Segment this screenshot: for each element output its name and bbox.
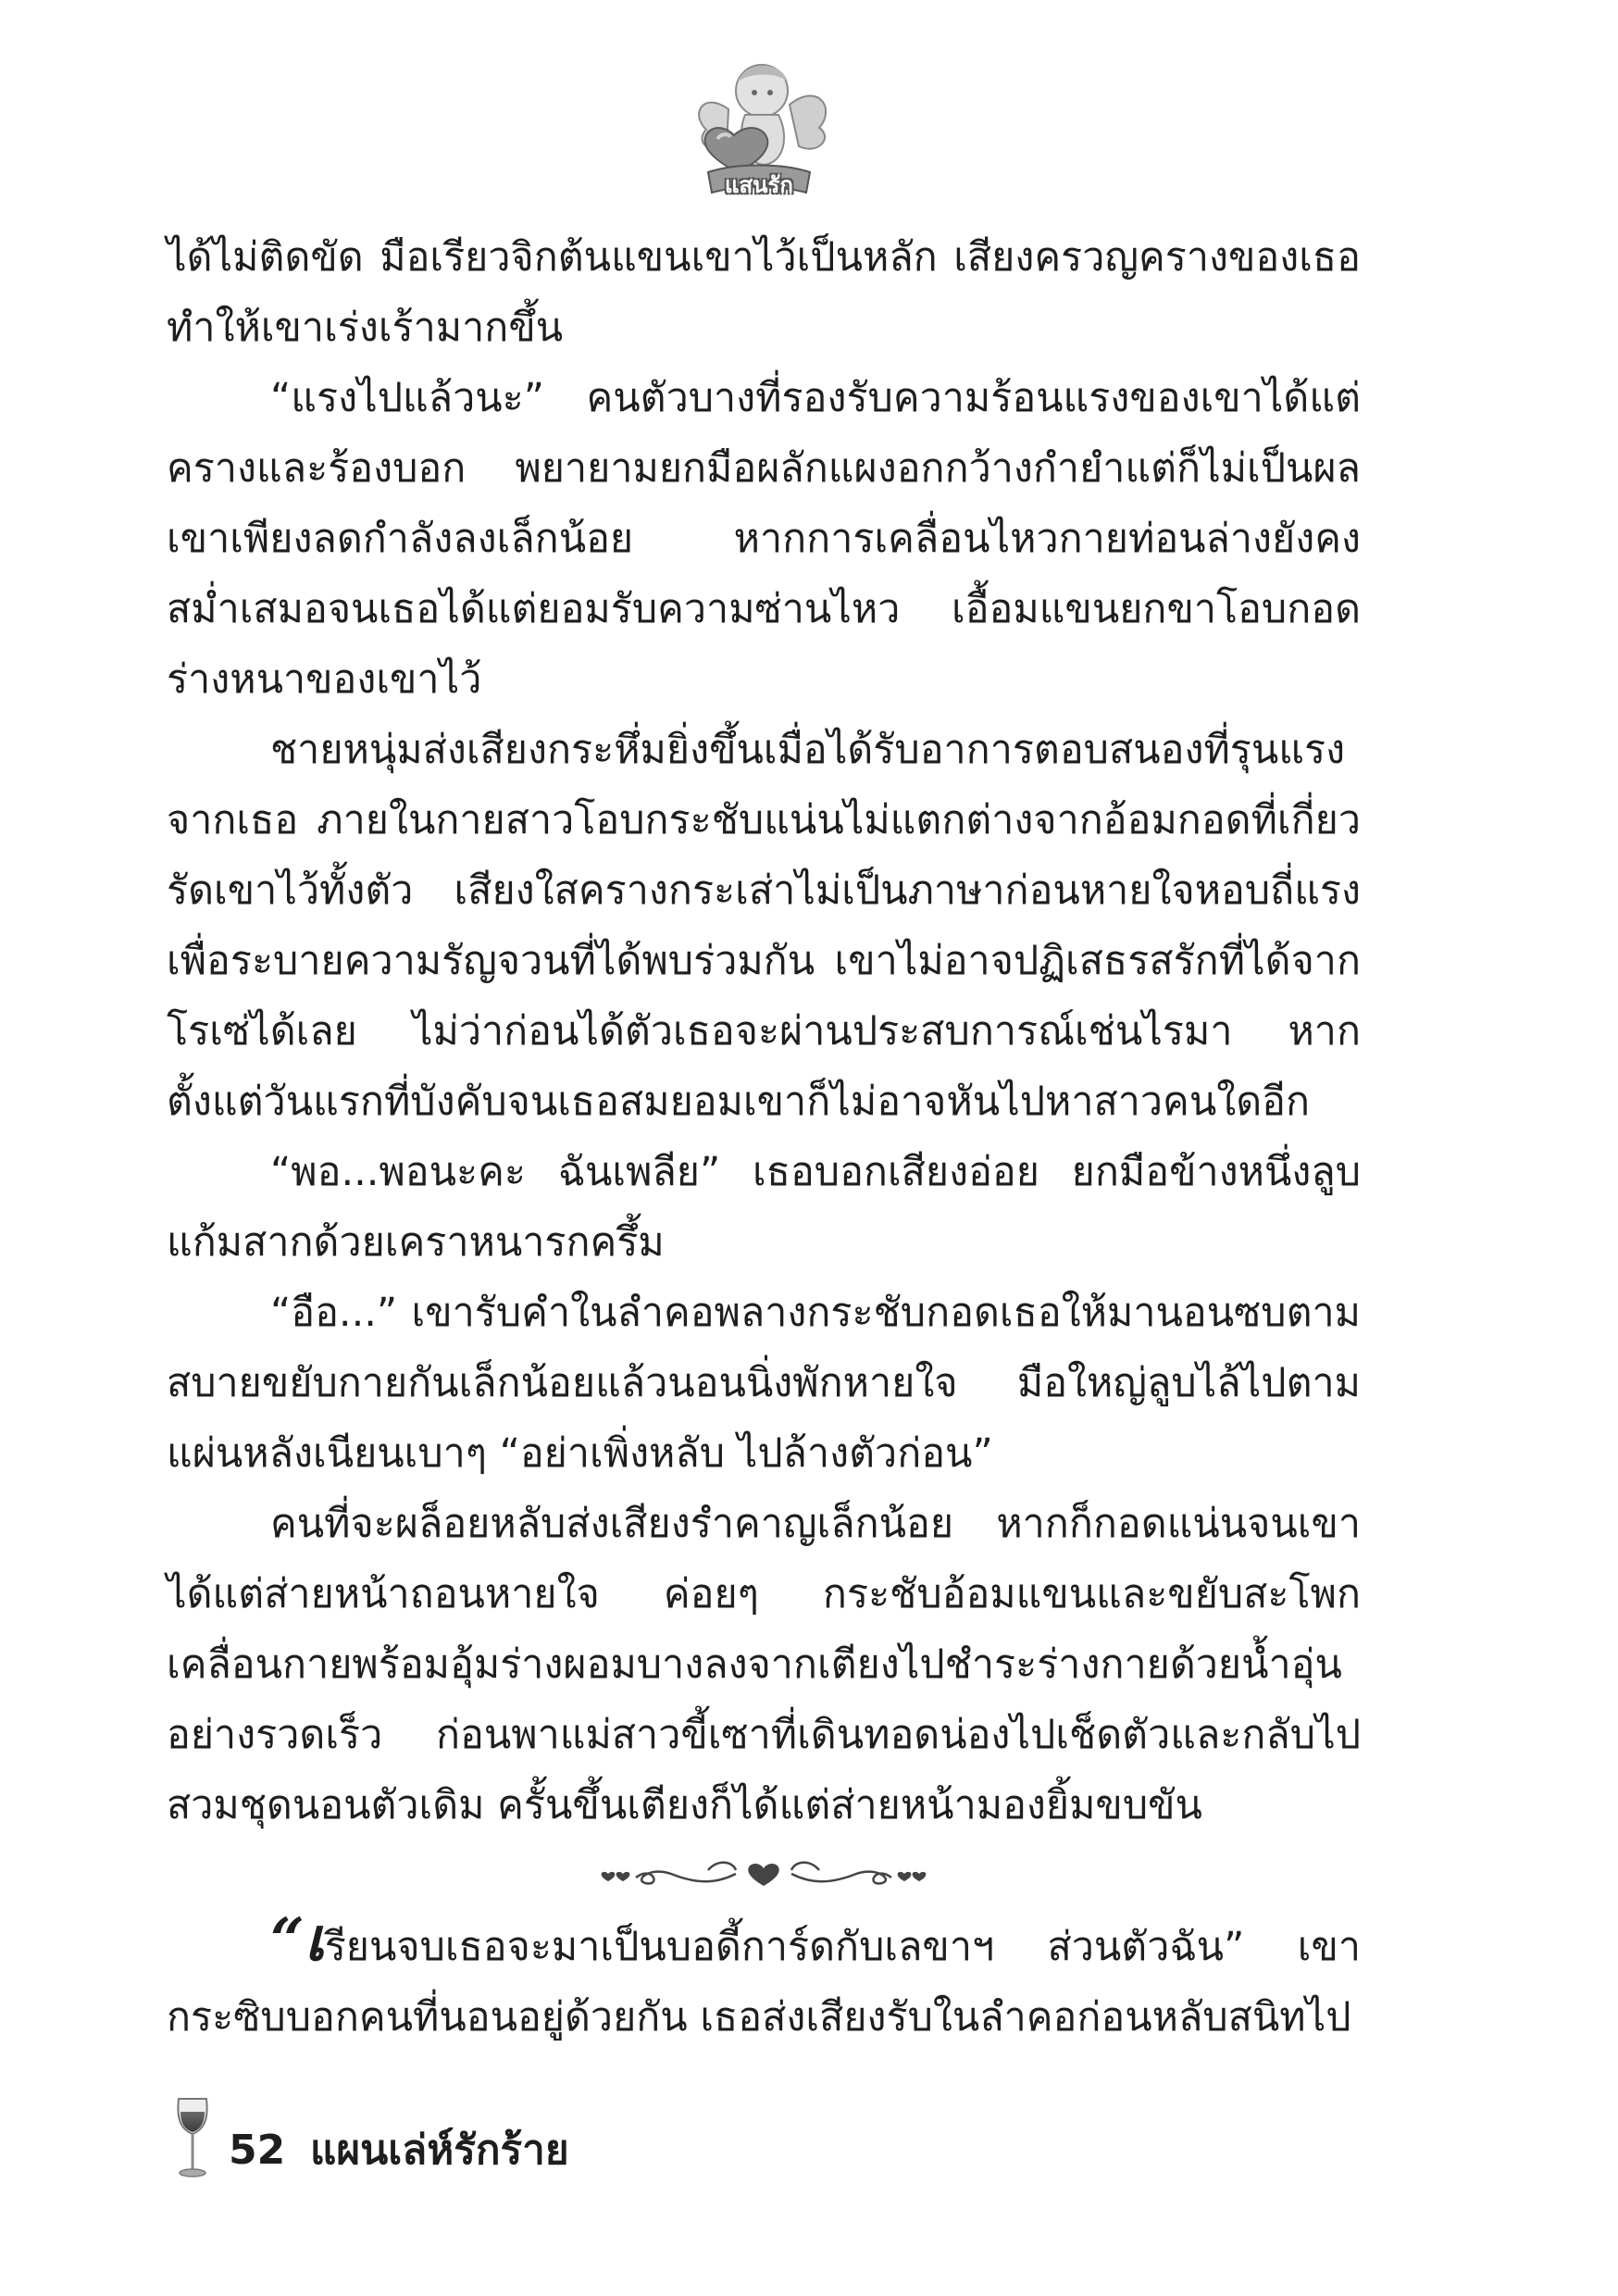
paragraph: ได้ไม่ติดขัด มือเรียวจิกต้นแขนเขาไว้เป็นหลัก เสียงครวญครางของเธอทำให้เขาเร่งเร้ามากขึ้น bbox=[167, 234, 1361, 351]
paragraph: ชายหนุ่มส่งเสียงกระหึ่มยิ่งขึ้นเมื่อได้รับอาการตอบสนองที่รุนแรงจากเธอ ภายในกายสาวโอบกระชับแน่นไม่แตกต่างจากอ้อมกอดที่เกี่ยวรัดเขาไว้ทั้งตัว เสียงใสครางกระเส่าไม่เป็นภาษาก่อนหายใจหอบถี่แรงเพื่อระบายความรัญจวนที่ได้พบร่วมกัน เขาไม่อาจปฏิเสธรสรักที่ได้จากโรเซ่ได้เลย ไม่ว่าก่อนได้ตัวเธอจะผ่านประสบการณ์เช่นไรมา หากตั้งแต่วันแรกที่บังคับจนเธอสมยอมเขาก็ไม่อาจหันไปหาสาวคนใดอีก bbox=[167, 727, 1361, 1125]
closing-paragraph bbox=[167, 1905, 1361, 2053]
section-divider bbox=[167, 1846, 1361, 1902]
paragraph: “พอ...พอนะคะ ฉันเพลีย” เธอบอกเสียงอ่อย ยกมือข้างหนึ่งลูบแก้มสากด้วยเคราหนารกครึ้ม bbox=[167, 1149, 1361, 1266]
logo-text: แสนรัก bbox=[725, 172, 793, 198]
story-text bbox=[167, 222, 1361, 2053]
heart-flourish-divider-icon bbox=[597, 1846, 930, 1902]
page-footer bbox=[171, 2097, 819, 2180]
paragraph: “อือ...” เขารับคำในลำคอพลางกระชับกอดเธอให้มานอนซบตามสบายขยับกายกันเล็กน้อยแล้วนอนนิ่งพักหายใจ มือใหญ่ลูบไล้ไปตามแผ่นหลังเนียนเบาๆ “อย่าเพิ่งหลับ ไปล้างตัวก่อน” bbox=[167, 1290, 1361, 1477]
publisher-logo bbox=[680, 54, 838, 206]
page-number: 52 bbox=[229, 2127, 286, 2174]
book-title: แผนเล่ห์รักร้าย bbox=[310, 2127, 569, 2174]
drop-cap: “เ bbox=[270, 1905, 325, 1975]
wine-glass-icon bbox=[171, 2097, 214, 2178]
closing-text: รียนจบเธอจะมาเป็นบอดี้การ์ดกับเลขาฯ ส่วนตัวฉัน” เขากระซิบบอกคนที่นอนอยู่ด้วยกัน เธอส่งเสียงรับในลำคอก่อนหลับสนิทไป bbox=[167, 1924, 1361, 2040]
paragraph: คนที่จะผล็อยหลับส่งเสียงรำคาญเล็กน้อย หากก็กอดแน่นจนเขาได้แต่ส่ายหน้าถอนหายใจ ค่อยๆ กระชับอ้อมแขนและขยับสะโพกเคลื่อนกายพร้อมอุ้มร่างผอมบางลงจากเตียงไปชำระร่างกายด้วยน้ำอุ่นอย่างรวดเร็ว ก่อนพาแม่สาวขี้เซาที่เดินทอดน่องไปเช็ดตัวและกลับไปสวมชุดนอนตัวเดิม ครั้นขึ้นเตียงก็ได้แต่ส่ายหน้ามองยิ้มขบขัน bbox=[167, 1501, 1361, 1828]
paragraph: “แรงไปแล้วนะ” คนตัวบางที่รองรับความร้อนแรงของเขาได้แต่ครางและร้องบอก พยายามยกมือผลักแผงอกกว้างกำยำแต่ก็ไม่เป็นผล เขาเพียงลดกำลังลงเล็กน้อย หากการเคลื่อนไหวกายท่อนล่างยังคงสม่ำเสมอจนเธอได้แต่ยอมรับความซ่านไหว เอื้อมแขนยกขาโอบกอดร่างหนาของเขาไว้ bbox=[167, 375, 1361, 703]
